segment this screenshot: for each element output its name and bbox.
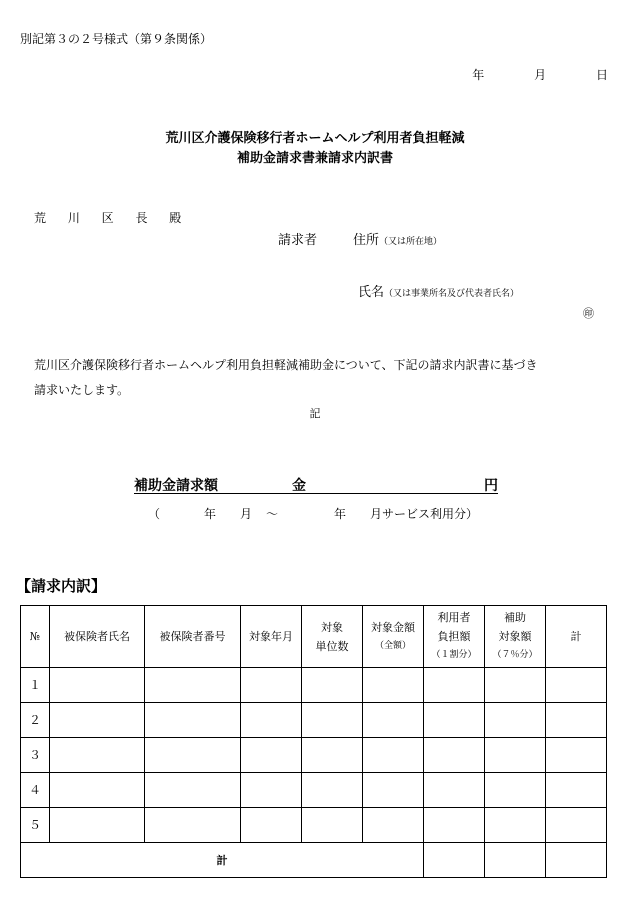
table-cell [241,738,302,773]
service-period [148,505,478,522]
table-cell [50,668,145,703]
table-cell [485,808,546,843]
header-line: 被保険者番号 [159,630,226,643]
table-cell [302,808,363,843]
name-label [358,281,519,300]
period-suffix: 月サービス利用分） [370,507,479,521]
header-cell-5 [363,606,424,668]
addressee: 荒 川 区 長 殿 [34,211,191,225]
table-cell [145,808,241,843]
total-cell [546,843,607,878]
header-line: 対象額 [498,630,532,643]
period-year: 年 [204,507,217,521]
period-open: （ [148,507,161,521]
header-line: （１割分） [431,650,477,660]
table-cell [546,738,607,773]
header-line: 計 [570,630,582,643]
body-text-line1: 荒川区介護保険移行者ホームヘルプ利用負担軽減補助金について、下記の請求内訳書に基づき [34,358,538,372]
row-number: ５ [21,808,50,843]
breakdown-table [20,605,607,878]
header-line: 利用者 [437,611,471,624]
table-body [21,668,607,878]
header-line: （７％分） [492,650,538,660]
document-title-line1: 荒川区介護保険移行者ホームヘルプ利用者負担軽減 [165,131,465,146]
table-cell [363,668,424,703]
row-number: １ [21,668,50,703]
table-cell [241,773,302,808]
table-cell [302,703,363,738]
period-year2: 年 [334,507,347,521]
table-cell [424,773,485,808]
header-line: 対象年月 [249,630,293,643]
header-row [21,606,607,668]
table-cell [241,668,302,703]
table-cell [424,808,485,843]
header-cell-1 [50,606,145,668]
ki-mark: 記 [309,407,321,420]
header-cell-2 [145,606,241,668]
total-cell [485,843,546,878]
header-cell-8 [546,606,607,668]
table-cell [302,738,363,773]
date-year: 年 [472,68,485,82]
total-cell [424,843,485,878]
table-cell [485,703,546,738]
header-line: 対象 [321,620,343,634]
table-cell [424,738,485,773]
date-day: 日 [595,68,608,82]
form-id: 別記第３の２号様式（第９条関係） [20,32,213,46]
header-line: 負担額 [437,630,471,643]
section-title: 【請求内訳】 [16,577,107,595]
table-cell [50,773,145,808]
table-cell [485,738,546,773]
table-cell [50,703,145,738]
table-cell [546,703,607,738]
name-note: （又は事業所名及び代表者氏名） [384,289,520,299]
table-cell [546,773,607,808]
header-cell-3 [241,606,302,668]
header-line: 被保険者氏名 [64,630,130,643]
table-cell [546,668,607,703]
table-cell [424,668,485,703]
table-cell [145,668,241,703]
header-cell-0 [21,606,50,668]
table-row [21,738,607,773]
address-note: （又は所在地） [379,237,443,247]
total-label: 計 [21,843,424,878]
table-cell [302,668,363,703]
table-cell [145,738,241,773]
header-line: （全額） [374,640,411,651]
table-row [21,773,607,808]
table-cell [241,703,302,738]
table-cell [50,808,145,843]
header-line: 対象金額 [371,620,415,634]
address-label-text: 住所 [353,233,380,248]
header-line: 単位数 [315,639,349,653]
period-tilde: 〜 [266,507,279,521]
header-cell-4 [302,606,363,668]
amount-yen: 円 [484,478,498,494]
total-row [21,843,607,878]
name-label-text: 氏名 [358,285,385,300]
table-cell [424,703,485,738]
table-cell [302,773,363,808]
claimant-label: 請求者 [278,233,318,248]
row-number: ２ [21,703,50,738]
table-cell [145,773,241,808]
seal-mark: ㊞ [583,307,594,320]
table-cell [485,773,546,808]
date-month: 月 [534,68,547,82]
amount-label: 補助金請求額 [134,478,218,494]
header-cell-7 [485,606,546,668]
table-row [21,808,607,843]
table-cell [241,808,302,843]
row-number: ４ [21,773,50,808]
table-cell [363,703,424,738]
table-cell [50,738,145,773]
header-line: № [29,630,41,643]
table-cell [363,808,424,843]
table-cell [546,808,607,843]
header-cell-6 [424,606,485,668]
table-cell [485,668,546,703]
table-row [21,703,607,738]
amount-kin: 金 [292,478,306,494]
table-cell [363,773,424,808]
table-cell [363,738,424,773]
table-row [21,668,607,703]
row-number: ３ [21,738,50,773]
address-label [353,229,442,248]
header-line: 補助 [504,611,526,624]
body-text-line2: 請求いたします。 [34,383,130,397]
amount-line [134,475,498,494]
table-cell [145,703,241,738]
period-month: 月 [240,507,253,521]
document-title-line2: 補助金請求書兼請求内訳書 [236,151,393,166]
date-line [448,66,608,83]
